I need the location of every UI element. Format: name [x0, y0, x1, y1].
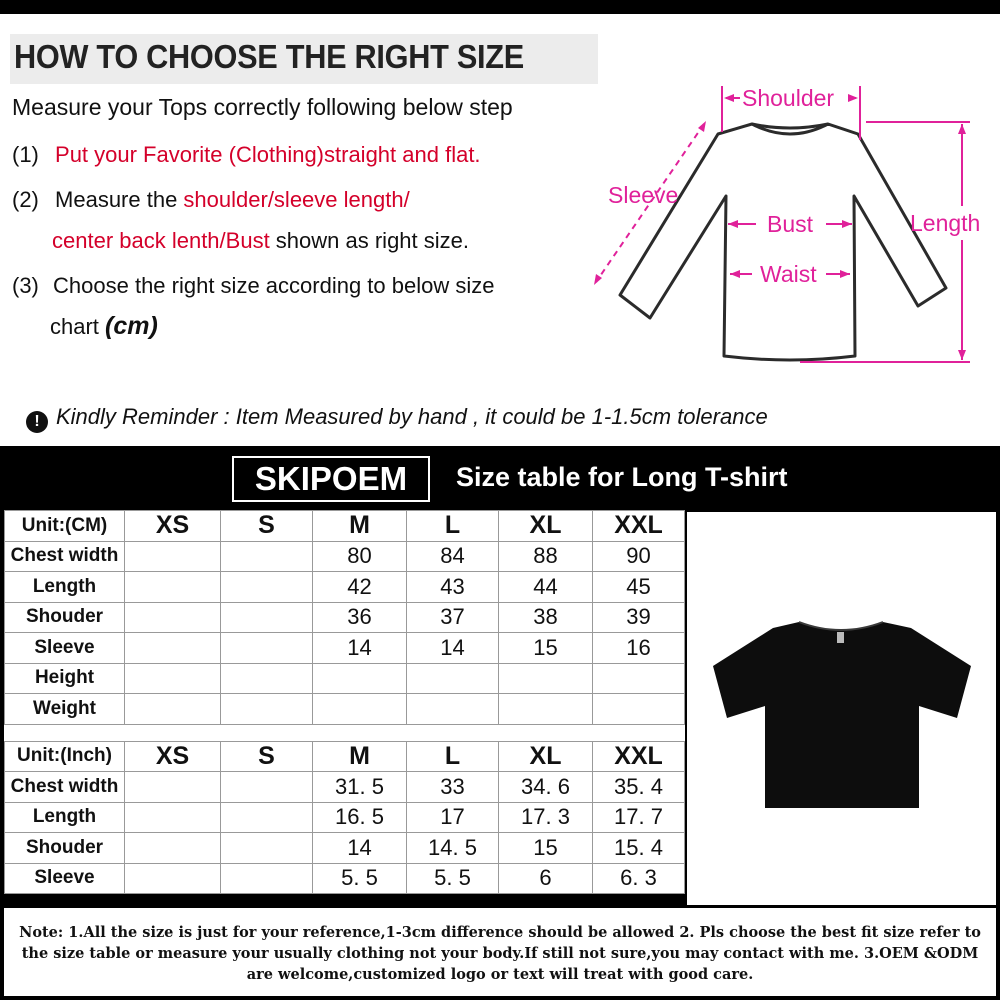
- table-cell: 39: [593, 602, 685, 633]
- step-1-text: Put your Favorite (Clothing)straight and flat.: [55, 142, 481, 167]
- table-cell: 14: [313, 633, 407, 664]
- step-1: [12, 142, 481, 168]
- exclamation-icon: !: [26, 411, 48, 433]
- step-3: [12, 273, 494, 299]
- step-2-text-b: shoulder/sleeve length/: [183, 187, 410, 212]
- long-sleeve-tshirt-outline-icon: [620, 124, 946, 360]
- table-cell: [221, 572, 313, 603]
- table-cell: [593, 694, 685, 725]
- row-label: Chest width: [5, 541, 125, 572]
- table-cell: [221, 833, 313, 864]
- step-2-number: (2): [12, 187, 39, 212]
- product-photo: [687, 512, 996, 905]
- step-2: [12, 187, 410, 213]
- table-cell: [125, 633, 221, 664]
- table-cell: [313, 694, 407, 725]
- cm-size-header: S: [221, 511, 313, 542]
- table-cell: [221, 633, 313, 664]
- row-label: Weight: [5, 694, 125, 725]
- row-label: Length: [5, 572, 125, 603]
- cm-size-header: XXL: [593, 511, 685, 542]
- table-row: [5, 541, 685, 572]
- table-cell: 5. 5: [407, 863, 499, 894]
- step-1-number: (1): [12, 142, 39, 167]
- table-cell: [593, 663, 685, 694]
- row-label: Chest width: [5, 772, 125, 803]
- table-cell: 88: [499, 541, 593, 572]
- table-cell: 14. 5: [407, 833, 499, 864]
- sleeve-label: Sleeve: [608, 182, 679, 208]
- row-label: Shouder: [5, 833, 125, 864]
- table-cell: 31. 5: [313, 772, 407, 803]
- shoulder-label: Shoulder: [742, 85, 835, 111]
- table-cell: 35. 4: [593, 772, 685, 803]
- table-cell: 36: [313, 602, 407, 633]
- table-row: [5, 633, 685, 664]
- table-row: [5, 802, 685, 833]
- cm-table: [5, 511, 685, 725]
- table-cell: [407, 663, 499, 694]
- step-3-line-2: [50, 312, 158, 341]
- table-cell: [499, 663, 593, 694]
- table-cell: [499, 694, 593, 725]
- table-cell: [125, 541, 221, 572]
- reminder-text: Kindly Reminder : Item Measured by hand , it could be 1-1.5cm tolerance: [56, 404, 768, 429]
- note-text: Note: 1.All the size is just for your reference,1-3cm difference should be allowed 2. Pls choose the best fit size refer to the size table or measure your usually clothing not your body.If still not sure,you may contact with me. 3.OEM &ODM are welcome,customized logo or text will treat with good care.: [19, 924, 981, 983]
- row-label: Height: [5, 663, 125, 694]
- row-label: Shouder: [5, 602, 125, 633]
- table-cell: 14: [407, 633, 499, 664]
- table-row: [5, 572, 685, 603]
- table-cell: [221, 541, 313, 572]
- table-cell: [313, 663, 407, 694]
- cm-size-header: XL: [499, 511, 593, 542]
- table-cell: 16: [593, 633, 685, 664]
- table-cell: 15: [499, 633, 593, 664]
- length-label: Length: [910, 210, 981, 236]
- table-cell: [221, 663, 313, 694]
- inch-table: [5, 741, 685, 894]
- table-cell: 90: [593, 541, 685, 572]
- table-cell: [125, 602, 221, 633]
- table-row: [5, 663, 685, 694]
- inch-unit-label: Unit:(Inch): [5, 741, 125, 772]
- bust-label: Bust: [767, 211, 814, 237]
- table-cell: [221, 802, 313, 833]
- table-cell: 80: [313, 541, 407, 572]
- row-label: Length: [5, 802, 125, 833]
- inch-size-header: XL: [499, 741, 593, 772]
- table-cell: [221, 863, 313, 894]
- table-row: [5, 694, 685, 725]
- table-row: [5, 772, 685, 803]
- step-2-text-a: Measure the: [55, 187, 184, 212]
- table-cell: 42: [313, 572, 407, 603]
- step-2-text-c: center back lenth/Bust: [52, 228, 270, 253]
- table-cell: 45: [593, 572, 685, 603]
- table-cell: 14: [313, 833, 407, 864]
- inch-header-row: [5, 741, 685, 772]
- table-cell: 84: [407, 541, 499, 572]
- size-table: [4, 510, 685, 894]
- table-cell: [221, 772, 313, 803]
- table-cell: [125, 694, 221, 725]
- inch-size-header: S: [221, 741, 313, 772]
- table-cell: [125, 802, 221, 833]
- table-cell: 6. 3: [593, 863, 685, 894]
- table-cell: 37: [407, 602, 499, 633]
- table-cell: [407, 694, 499, 725]
- inch-size-header: XS: [125, 741, 221, 772]
- table-cell: [221, 694, 313, 725]
- size-table-title: Size table for Long T-shirt: [456, 462, 788, 492]
- step-2-line-2: [52, 228, 469, 254]
- table-cell: [125, 572, 221, 603]
- table-cell: 34. 6: [499, 772, 593, 803]
- waist-label: Waist: [760, 261, 817, 287]
- table-cell: 43: [407, 572, 499, 603]
- table-cell: 17. 3: [499, 802, 593, 833]
- table-cell: 16. 5: [313, 802, 407, 833]
- table-cell: 33: [407, 772, 499, 803]
- inch-size-header: L: [407, 741, 499, 772]
- top-bar: [0, 0, 1000, 14]
- table-row: [5, 833, 685, 864]
- table-gap: [5, 724, 685, 741]
- cm-size-header: XS: [125, 511, 221, 542]
- table-cell: 44: [499, 572, 593, 603]
- black-crop-tshirt-icon: [687, 512, 996, 905]
- table-cell: 5. 5: [313, 863, 407, 894]
- table-row: [5, 863, 685, 894]
- cm-unit-label: Unit:(CM): [5, 511, 125, 542]
- intro-text: Measure your Tops correctly following below step: [12, 94, 513, 120]
- step-2-text-d: shown as right size.: [269, 228, 469, 253]
- inch-size-header: XXL: [593, 741, 685, 772]
- page-title: HOW TO CHOOSE THE RIGHT SIZE: [14, 38, 524, 75]
- measurement-diagram: [590, 80, 995, 370]
- step-3-text-b: chart: [50, 314, 106, 339]
- table-cell: 6: [499, 863, 593, 894]
- table-cell: [125, 833, 221, 864]
- row-label: Sleeve: [5, 863, 125, 894]
- step-3-text-a: Choose the right size according to below size: [53, 273, 495, 298]
- cm-header-row: [5, 511, 685, 542]
- table-cell: 38: [499, 602, 593, 633]
- unit-cm-label: (cm): [105, 312, 158, 340]
- reminder: [26, 404, 768, 433]
- cm-size-header: M: [313, 511, 407, 542]
- table-cell: [125, 863, 221, 894]
- table-cell: 17. 7: [593, 802, 685, 833]
- table-cell: [221, 602, 313, 633]
- table-cell: [125, 772, 221, 803]
- table-cell: 17: [407, 802, 499, 833]
- cm-size-header: L: [407, 511, 499, 542]
- table-row: [5, 602, 685, 633]
- table-cell: 15. 4: [593, 833, 685, 864]
- row-label: Sleeve: [5, 633, 125, 664]
- inch-size-header: M: [313, 741, 407, 772]
- table-cell: [125, 663, 221, 694]
- brand-logo: SKIPOEM: [232, 456, 430, 502]
- table-cell: 15: [499, 833, 593, 864]
- step-3-number: (3): [12, 273, 39, 298]
